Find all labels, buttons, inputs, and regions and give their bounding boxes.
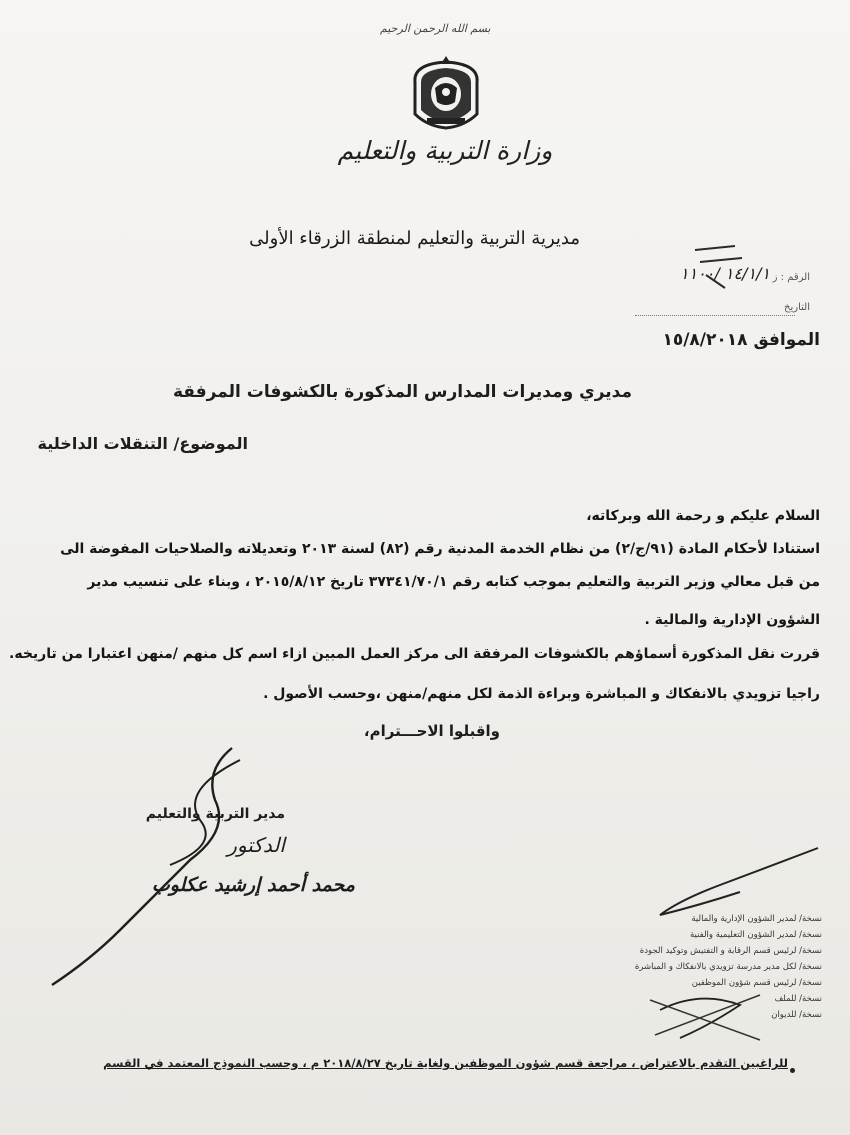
date-value: الموافق ١٥/٨/٢٠١٨ bbox=[662, 330, 820, 350]
copy-recipient: نسخة/ لرئيس قسم الرقابة و التفتيش وتوكيد الجودة bbox=[639, 946, 822, 956]
signature-stroke bbox=[52, 748, 232, 985]
footer-note: للراغبين التقدم بالاعتراض ، مراجعة قسم شؤون الموظفين ولغاية تاريخ ٢٠١٨/٨/٢٧ م ، وحسب النموذج المعتمد في القسم bbox=[103, 1056, 788, 1070]
signatory-name: محمد أحمد إرشيد عكلوب bbox=[151, 874, 355, 896]
copy-recipient: نسخة/ للديوان bbox=[771, 1010, 822, 1020]
crest-emblem-icon bbox=[405, 52, 487, 130]
copy-recipient: نسخة/ لمدير الشؤون الإدارية والمالية bbox=[691, 914, 822, 924]
body-paragraph-line: قررت نقل المذكورة أسماؤهم بالكشوفات المرفقة الى مركز العمل المبين ازاء اسم كل منهم /منهن اعتبارا من تاريخه. bbox=[9, 646, 820, 662]
copy-recipient: نسخة/ للملف bbox=[774, 994, 822, 1004]
closing-line: واقبلوا الاحـــترام، bbox=[363, 722, 500, 740]
copy-recipient: نسخة/ لرئيس قسم شؤون الموظفين bbox=[691, 978, 822, 988]
body-paragraph-line: استنادا لأحكام المادة (٩١/ج/٢) من نظام الخدمة المدنية رقم (٨٢) لسنة ٢٠١٣ وتعديلاته والصلاحيات المفوضة الى bbox=[60, 541, 820, 557]
basmala-text: بسم الله الرحمن الرحيم bbox=[380, 22, 491, 35]
directorate-name: مديرية التربية والتعليم لمنطقة الزرقاء الأولى bbox=[249, 228, 580, 249]
recipient-line: مديري ومديرات المدارس المذكورة بالكشوفات المرفقة bbox=[173, 382, 632, 402]
subject-line: الموضوع/ التنقلات الداخلية bbox=[37, 434, 248, 453]
reference-number: ١٤/١/١ /١١٠٠ bbox=[679, 264, 770, 283]
body-paragraph-line: من قبل معالي وزير التربية والتعليم بموجب كتابه رقم ٣٧٣٤١/٧٠/١ تاريخ ٢٠١٥/٨/١٢ ، وبناء على تنسيب مدير bbox=[87, 574, 820, 590]
body-paragraph-line: راجيا تزويدي بالانفكاك و المباشرة وبراءة الذمة لكل منهم/منهن ،وحسب الأصول . bbox=[263, 686, 820, 702]
date-label: التاريخ bbox=[784, 302, 810, 313]
greeting-line: السلام عليكم و رحمة الله وبركاته، bbox=[586, 508, 820, 524]
signatory-honorific: الدكتور bbox=[227, 833, 285, 857]
copy-recipient: نسخة/ لمدير الشؤون التعليمية والفنية bbox=[689, 930, 822, 940]
reference-label: الرقم : ز bbox=[772, 272, 810, 283]
body-paragraph-line: الشؤون الإدارية والمالية . bbox=[644, 612, 820, 628]
signatory-title: مدير التربية والتعليم bbox=[145, 806, 285, 822]
date-dotted-line bbox=[635, 315, 795, 316]
ministry-name: وزارة التربية والتعليم bbox=[337, 136, 553, 165]
footer-bullet-icon bbox=[790, 1068, 795, 1073]
copy-recipient: نسخة/ لكل مدير مدرسة تزويدي بالانفكاك و المباشرة bbox=[634, 962, 822, 972]
